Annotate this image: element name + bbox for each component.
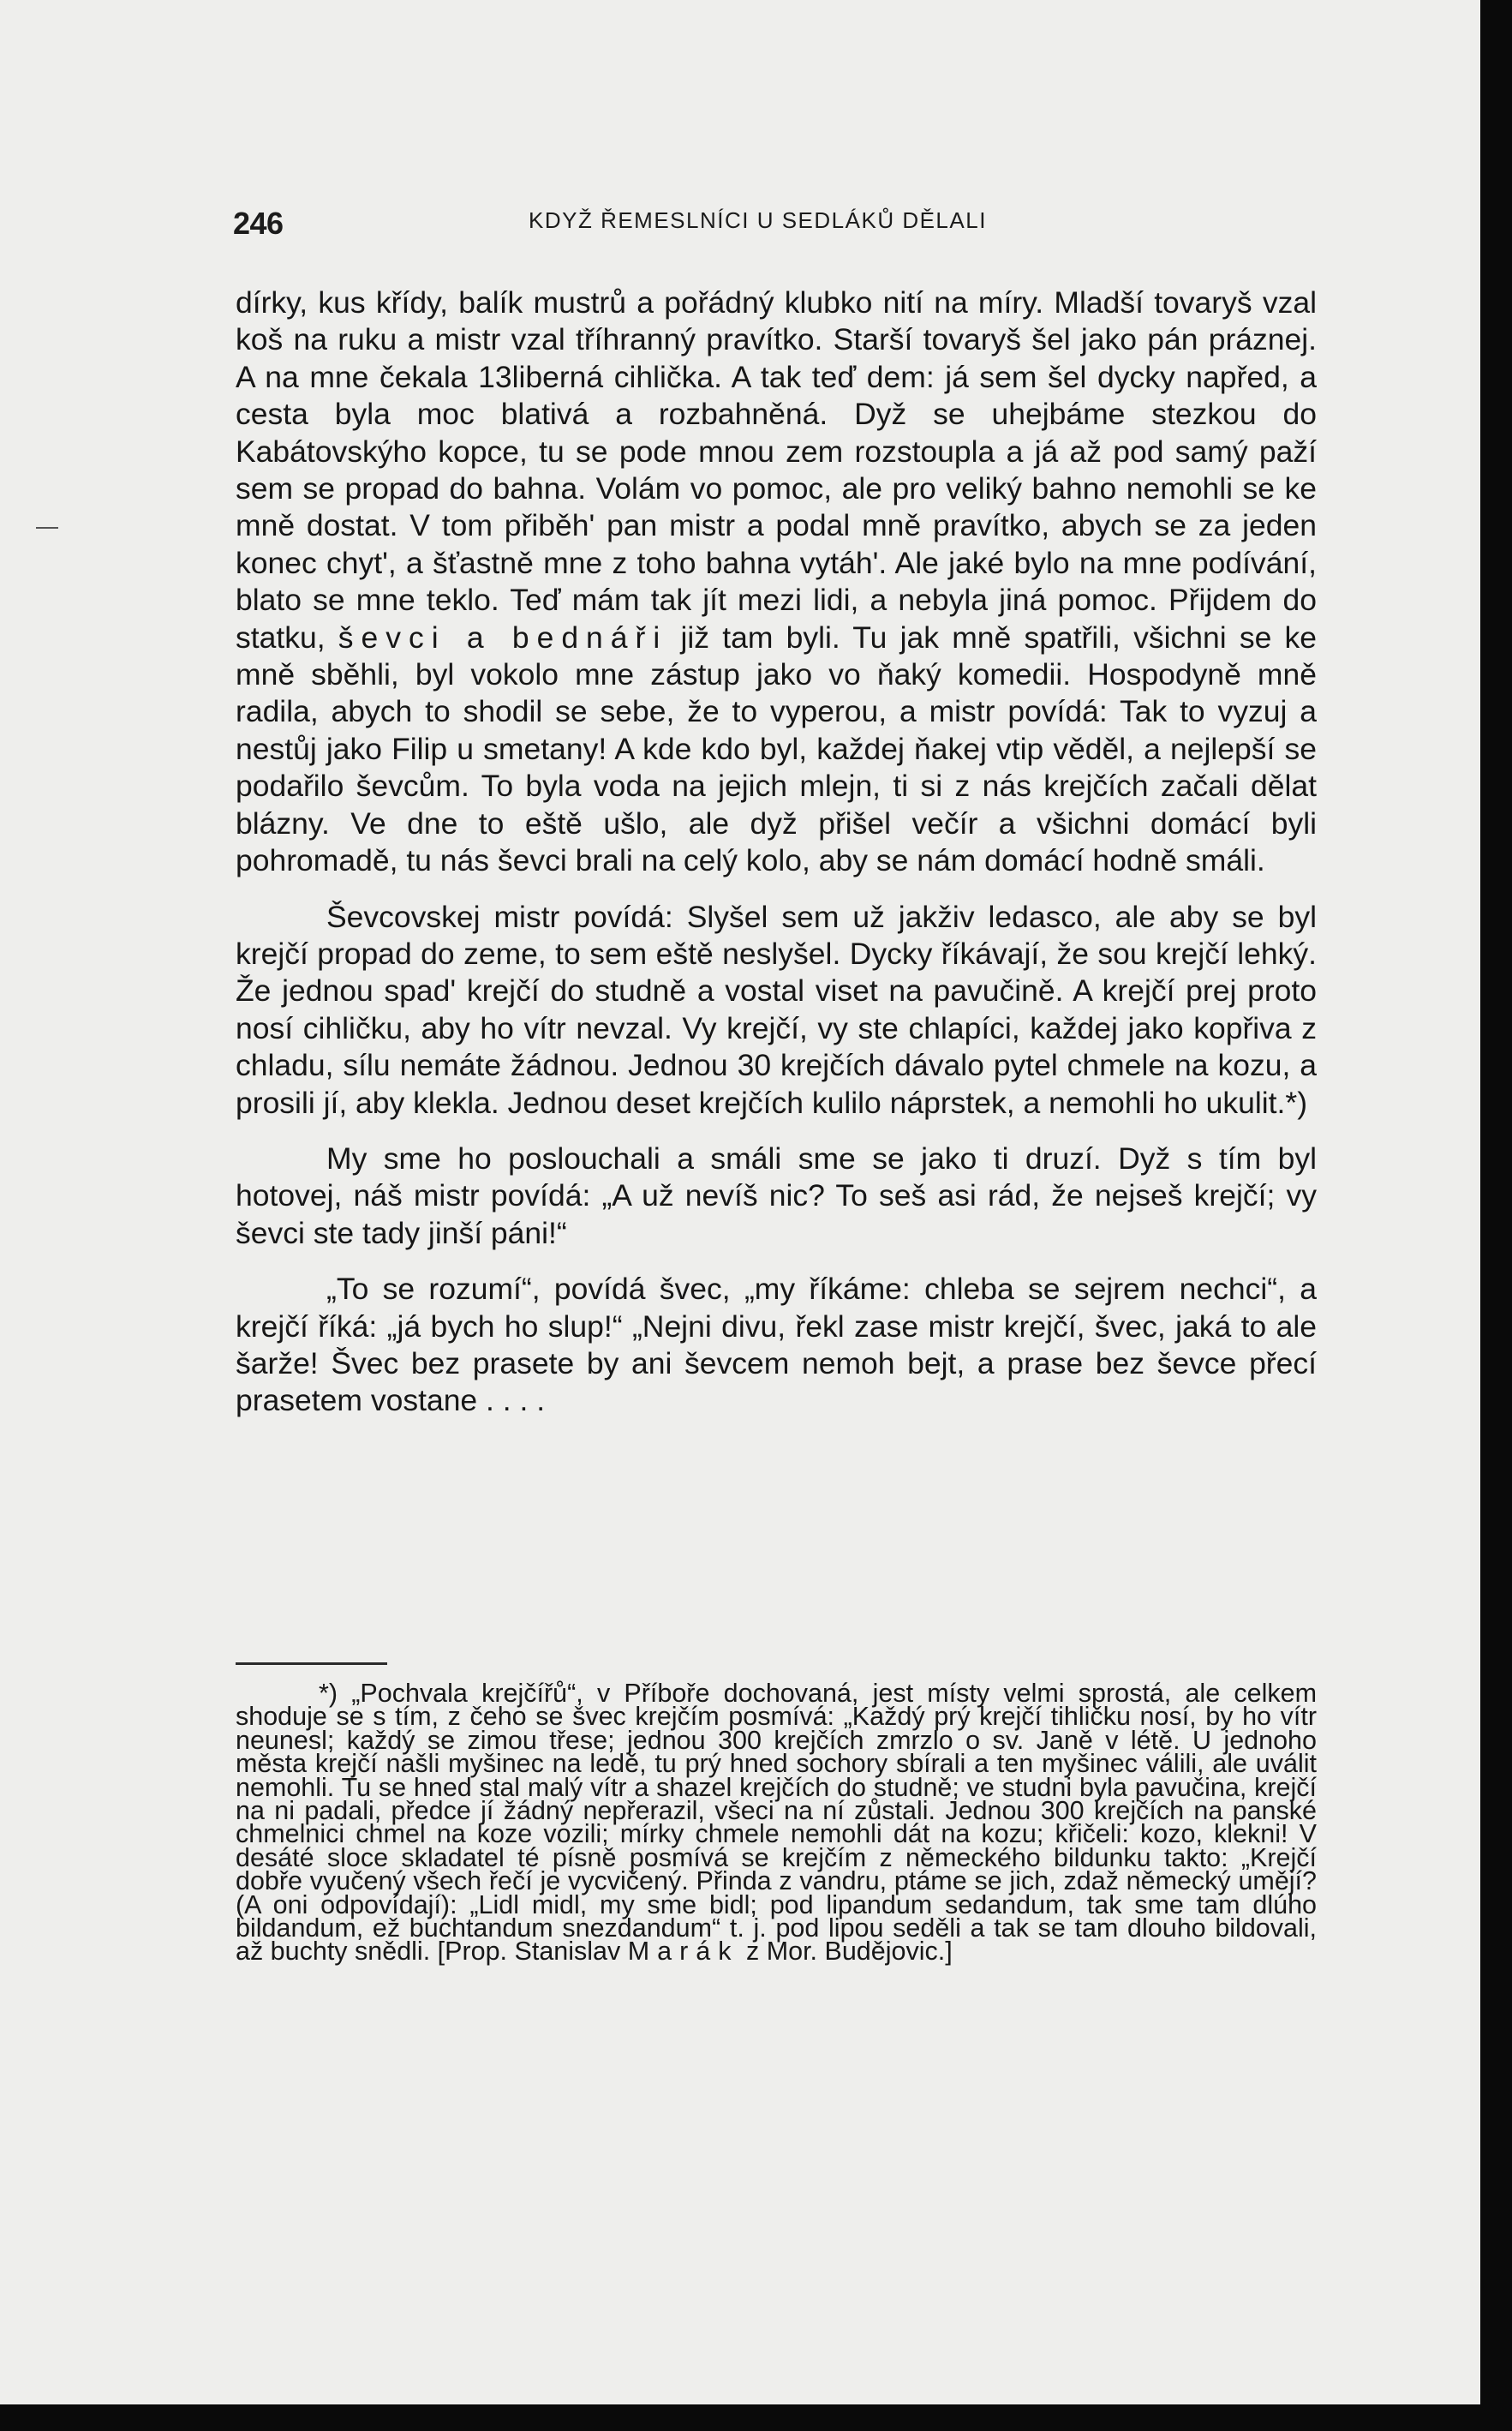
spaced-emphasis-crafts: ševci a bednáři xyxy=(338,620,668,655)
margin-pencil-mark xyxy=(36,527,58,529)
footnote-part-a: *) „Pochvala krejčířů“, v Příboře dochovaná, jest místy velmi sprostá, ale celkem shoduje se s tím, z čeho se švec krejčím posmívá: „Každý prý krejčí tihličku nosí, by ho vítr neunesl; každý se zimou třese; jednou 300 krejčích zmrzlo o sv. Janě v létě. U jednoho města krejčí našli myšinec na ledě, tu prý hned sochory sbírali a ten myšinec válili, ale uválit nemohli. Tu se hned stal malý vítr a shazel krejčích do studně; ve studni byla pavučina, krejčí na ni padali, předce jí žádný nepřerazil, všeci na ní zůstali. Jednou 300 krejčích na panské chmelnici chmel na koze vozili; mírky chmele nemohli dát na kozu; křičeli: kozo, klekni! V desáté sloce skladatel té písně posmívá se krejčím z německého bildunku takto: „Krejčí dobře vyučený všech řečí je vycvičený. Přinda z vandru, ptáme se jich, zdaž německý umějí? (A oni odpovídají): „Lidl midl, my sme bidl; pod lipandum sedandum, tak sme tam dlúho bildandum, ež buchtandum snezdandum“ t. j. pod lipou seděli a tak se tam dlouho bildovali, až buchty snědli. [Prop. Stanislav xyxy=(236,1679,1317,1967)
scan-border-bottom xyxy=(0,2404,1512,2431)
main-text xyxy=(236,284,1317,1439)
footnote-part-b: z Mor. Budějovic.] xyxy=(745,1937,953,1967)
paragraph-1 xyxy=(236,284,1317,880)
paragraph-2: Ševcovskej mistr povídá: Slyšel sem už jakživ ledasco, ale aby se byl krejčí propad do zeme, to sem eště neslyšel. Dycky říkávají, že sou krejčí lehký. Že jednou spad' krejčí do studně a vostal viset na pavučině. A krejčí prej proto nosí cihličku, aby ho vítr nevzal. Vy krejčí, vy ste chlapíci, každej jako kopřiva z chladu, sílu nemáte žádnou. Jednou 30 krejčích dávalo pytel chmele na kozu, a prosili jí, aby klekla. Jednou deset krejčích kulilo náprstek, a nemohli ho ukulit.*) xyxy=(236,899,1317,1120)
paragraph-3: My sme ho poslouchali a smáli sme se jako ti druzí. Dyž s tím byl hotovej, náš mistr povídá: „A už nevíš nic? To seš asi rád, že nejseš krejčí; vy ševci ste tady jinší páni!“ xyxy=(236,1141,1317,1250)
footnote-separator-rule xyxy=(236,1662,387,1665)
paragraph-1-part-a: dírky, kus křídy, balík mustrů a pořádný klubko nití na míry. Mladší tovaryš vzal koš na ruku a mistr vzal tříhranný pravítko. Starší tovaryš šel jako pán práznej. A na mne čekala 13liberná cihlička. A tak teď dem: já sem šel dycky napřed, a cesta byla moc blativá a rozbahněná. Dyž se uhejbáme stezkou do Kabátovskýho kopce, tu se pode mnou zem rozstoupla a já až pod samý paží sem se propad do bahna. Volám vo pomoc, ale pro veliký bahno nemohli se ke mně dostat. V tom přiběh' pan mistr a podal mně pravítko, abych se za jeden konec chyt', a šťastně mne z toho bahna vytáh'. Ale jaké bylo na mne podívání, blato se mne teklo. Teď mám tak jít mezi lidi, a nebyla jiná pomoc. Přijdem do statku, xyxy=(236,285,1317,655)
paragraph-1-part-b: již tam byli. Tu jak mně spatřili, všichni se ke mně sběhli, byl vokolo mne zástup jako vo ňaký komedii. Hospodyně mně radila, abych to shodil se sebe, že to vyperou, a mistr povídá: Tak to vyzuj a nestůj jako Filip u smetany! A kde kdo byl, každej ňakej vtip věděl, a nejlepší se podařilo ševcům. To byla voda na jejich mlejn, ti si z nás krejčích začali dělat blázny. Ve dne to eště ušlo, ale dyž přišel večír a všichni domácí byli pohromadě, tu nás ševci brali na celý kolo, aby se nám domácí hodně smáli. xyxy=(236,620,1318,878)
running-title: KDYŽ ŘEMESLNÍCI U SEDLÁKŮ DĚLALI xyxy=(529,207,987,233)
footnote-author-name: Marák xyxy=(627,1937,739,1967)
paragraph-4: „To se rozumí“, povídá švec, „my říkáme: chleba se sejrem nechci“, a krejčí říká: „já bych ho slup!“ „Nejni divu, řekl zase mistr krejčí, švec, jaká to ale šarže! Švec bez prasete by ani ševcem nemoh bejt, a prase bez ševce přecí prasetem vostane . . . . xyxy=(236,1272,1317,1418)
footnote xyxy=(236,1679,1317,1967)
scan-border-right xyxy=(1480,0,1512,2431)
running-header xyxy=(233,199,1321,240)
page-number: 246 xyxy=(233,206,284,241)
